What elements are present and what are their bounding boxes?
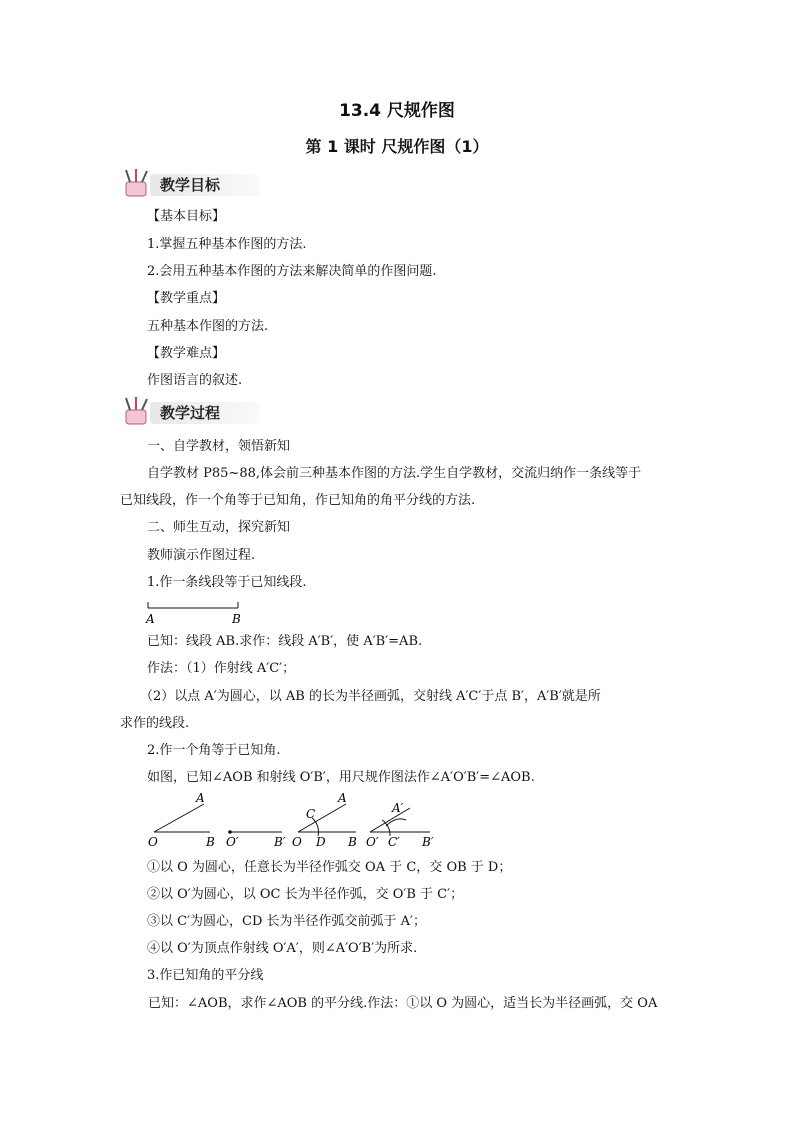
key-point-heading: 【教学重点】: [147, 291, 226, 306]
fig-a-label-b: B: [206, 835, 215, 849]
fig-c-label-c: C: [306, 807, 316, 821]
page-subtitle: 第 1 课时 尺规作图（1）: [305, 137, 489, 156]
basic-goal-1: 1.掌握五种基本作图的方法.: [147, 237, 307, 252]
key-point-text: 五种基本作图的方法.: [147, 319, 269, 334]
fig-c-label-d: D: [316, 835, 326, 849]
label-a: A: [146, 612, 155, 626]
construction-1-given: 已知：线段 AB.求作：线段 A′B′，使 A′B′=AB.: [147, 634, 423, 649]
construction-2-step1: ①以 O 为圆心，任意长为半径作弧交 OA 于 C，交 OB 于 D；: [147, 860, 512, 875]
fig-c-label-b: B: [348, 835, 357, 849]
construction-2-step2: ②以 O′为圆心，以 OC 长为半径作弧，交 O′B 于 C′；: [147, 887, 464, 902]
section-2-para: 教师演示作图过程.: [147, 548, 256, 563]
construction-1-step1: 作法：（1）作射线 A′C′；: [147, 661, 296, 676]
construction-2-step4: ④以 O′为顶点作射线 O′A′，则∠A′O′B′为所求.: [147, 941, 418, 956]
fig-c-label-o: O: [292, 835, 302, 849]
fig-d-label-b: B′: [422, 835, 434, 849]
fig-c-label-a: A: [338, 791, 347, 805]
section-1-para-line1: 自学教材 P85~88,体会前三种基本作图的方法.学生自学教材，交流归纳作一条线等于: [147, 466, 642, 481]
basic-goal-heading: 【基本目标】: [147, 209, 226, 224]
fig-b-label-o: O′: [226, 835, 239, 849]
label-b: B: [232, 612, 241, 626]
construction-2-given: 如图，已知∠AOB 和射线 O′B′，用尺规作图法作∠A′O′B′=∠AOB.: [147, 770, 535, 785]
construction-1-title: 1.作一条线段等于已知线段.: [147, 575, 307, 590]
section-banner-goals: [120, 172, 260, 200]
banner-label: 教学目标: [150, 174, 260, 196]
fig-b-label-b: B′: [274, 835, 286, 849]
angle-construction-figure: [140, 790, 450, 852]
section-2-heading: 二、师生互动，探究新知: [147, 520, 291, 535]
banner-label: 教学过程: [150, 402, 260, 424]
construction-1-step2-line1: （2）以点 A′为圆心，以 AB 的长为半径画弧，交射线 A′C′于点 B′，A′B′就是所: [140, 689, 601, 704]
section-1-para-line2: 已知线段，作一个角等于已知角，作已知角的角平分线的方法.: [120, 493, 476, 508]
construction-3-title: 3.作已知角的平分线: [147, 968, 264, 983]
difficulty-text: 作图语言的叙述.: [147, 373, 243, 388]
section-1-heading: 一、自学教材，领悟新知: [147, 439, 291, 454]
fig-a-label-o: O: [148, 835, 158, 849]
fig-d-label-o: O′: [366, 835, 379, 849]
construction-3-given: 已知：∠AOB，求作∠AOB 的平分线.作法：①以 O 为圆心，适当长为半径画弧，交 OA: [148, 996, 658, 1011]
page-title: 13.4 尺规作图: [339, 101, 455, 121]
construction-1-step2-line2: 求作的线段.: [120, 716, 190, 731]
basic-goal-2: 2.会用五种基本作图的方法来解决简单的作图问题.: [147, 264, 437, 279]
fig-d-label-c: C′: [388, 835, 400, 849]
difficulty-heading: 【教学难点】: [147, 346, 226, 361]
section-banner-process: [120, 400, 260, 428]
construction-2-step3: ③以 C′为圆心，CD 长为半径作弧交前弧于 A′；: [147, 914, 427, 929]
fig-a-label-a: A: [196, 791, 205, 805]
construction-2-title: 2.作一个角等于已知角.: [147, 743, 281, 758]
segment-ab-figure: [140, 598, 260, 626]
fig-d-label-a: A′: [392, 801, 404, 815]
